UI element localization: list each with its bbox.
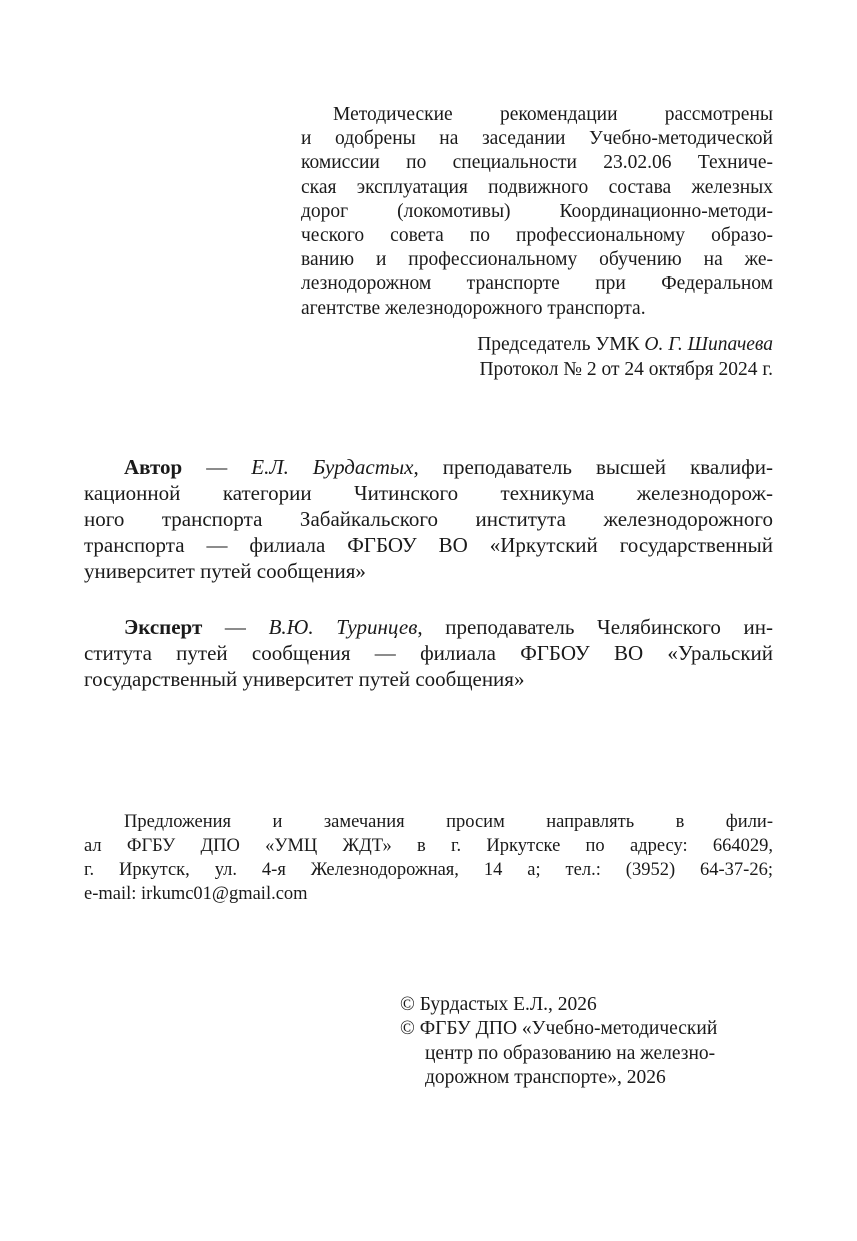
text-line: государственный университет путей сообщения» xyxy=(84,667,525,691)
text-line xyxy=(84,454,773,480)
text-line: Предложения и замечания просим направлять в фили- xyxy=(124,812,773,832)
text-line: г. Иркутск, ул. 4-я Железнодорожная, 14 а; тел.: (3952) 64-37-26; xyxy=(84,860,773,880)
text-line: университет путей сообщения» xyxy=(84,559,366,583)
author-paragraph xyxy=(84,454,773,584)
author-name: Е.Л. Бурдастых xyxy=(251,455,414,479)
text-line: ал ФГБУ ДПО «УМЦ ЖДТ» в г. Иркутске по адресу: 664029, xyxy=(84,836,773,856)
author-text: , преподаватель высшей квалифи- xyxy=(413,455,773,479)
protocol-line: Протокол № 2 от 24 октября 2024 г. xyxy=(479,358,773,380)
proposals-paragraph xyxy=(84,810,773,906)
expert-text: , преподаватель Челябинского ин- xyxy=(417,615,773,639)
expert-name: В.Ю. Туринцев xyxy=(268,615,418,639)
copyright-publisher: © ФГБУ ДПО «Учебно-методический xyxy=(400,1018,718,1040)
dash: — xyxy=(182,455,252,479)
text-line: ванию и профессиональному обучению на же- xyxy=(301,249,773,271)
text-line: лезнодорожном транспорте при Федеральном xyxy=(301,273,773,295)
text-line: транспорта — филиала ФГБОУ ВО «Иркутский государственный xyxy=(84,533,773,557)
text-line: кационной категории Читинского техникума железнодорож- xyxy=(84,481,773,505)
chairman-label: Председатель УМК xyxy=(477,334,640,355)
chairman-line xyxy=(301,333,773,358)
text-line: ного транспорта Забайкальского института железнодорожного xyxy=(84,507,773,531)
dash: — xyxy=(202,615,269,639)
text-line: и одобрены на заседании Учебно-методической xyxy=(301,128,773,150)
author-label: Автор xyxy=(124,455,183,479)
chairman-signature xyxy=(301,333,773,382)
text-line: агентстве железнодорожного транспорта. xyxy=(301,297,646,319)
copyright-publisher-cont: центр по образованию на железно- xyxy=(425,1042,716,1064)
text-line: ская эксплуатация подвижного состава железных xyxy=(301,176,773,198)
expert-label: Эксперт xyxy=(124,615,203,639)
text-line: Методические рекомендации рассмотрены xyxy=(333,104,773,125)
copyright-block xyxy=(400,993,773,1090)
expert-paragraph xyxy=(84,614,773,692)
text-line: комиссии по специальности 23.02.06 Техниче- xyxy=(301,152,773,174)
email-line: e-mail: irkumc01@gmail.com xyxy=(84,884,308,904)
text-line: ститута путей сообщения — филиала ФГБОУ ВО «Уральский xyxy=(84,641,773,665)
copyright-publisher-cont: дорожном транспорте», 2026 xyxy=(425,1066,666,1088)
approval-paragraph xyxy=(301,103,773,321)
copyright-author: © Бурдастых Е.Л., 2026 xyxy=(400,994,597,1015)
text-line: ческого совета по профессиональному образо- xyxy=(301,225,773,247)
text-line xyxy=(84,614,773,640)
chairman-name: О. Г. Шипачева xyxy=(644,334,773,355)
text-line: дорог (локомотивы) Координационно-методи- xyxy=(301,200,773,222)
